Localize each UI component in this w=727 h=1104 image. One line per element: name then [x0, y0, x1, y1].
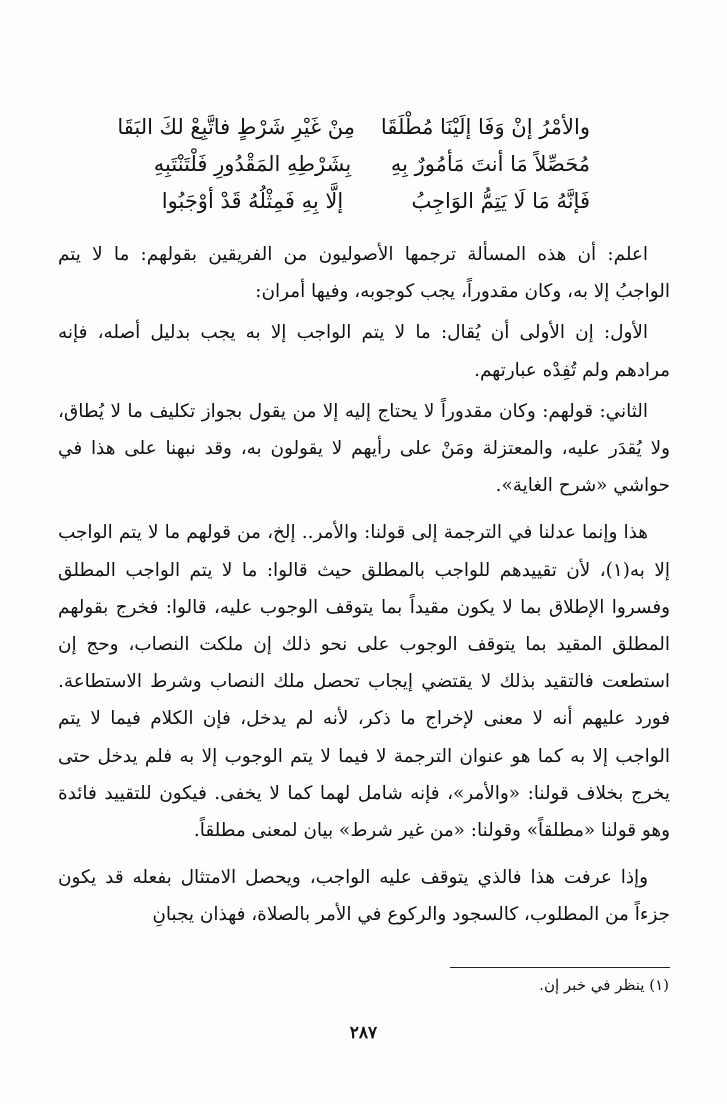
verse-line — [150, 145, 590, 182]
body-text — [58, 236, 670, 944]
paragraph-conclusion: وإذا عرفت هذا فالذي يتوقف عليه الواجب، ويحصل الامتثال بفعله قد يكون جزءاً من المطلوب، كالسجود والركوع في الأمر بالصلاة، فهذان يجبانِ — [58, 867, 670, 926]
verse-block — [117, 108, 590, 219]
paragraph-first-point: الأول: إن الأولى أن يُقال: ما لا يتم الواجب إلا به يجب بدليل أصله، فإنه مرادهم ولم تُفِدْه عبارتهم. — [58, 322, 670, 381]
verse-second-hemistich: بِشَرْطِهِ المَقْدُورِ فَلْتَنْتَبِهِ — [153, 151, 352, 176]
verse-first-hemistich: والأمْرُ إنْ وَفَا إلَيْنَا مُطْلَقَا — [380, 114, 590, 139]
verse-first-hemistich: فَإنَّهُ مَا لَا يَتِمُّ الوَاجِبُ — [411, 188, 590, 213]
verse-first-hemistich: مُحَصِّلاً مَا أنتَ مَأمُورٌ بِهِ — [390, 151, 590, 176]
verse-second-hemistich: مِنْ غَيْرِ شَرْطٍ فاتَّبِعْ لكَ البَقَا — [117, 114, 355, 139]
page-number: ٢٨٧ — [349, 1023, 378, 1043]
paragraph-second-point: الثاني: قولهم: وكان مقدوراً لا يحتاج إليه إلا من يقول بجواز تكليف ما لا يُطاق، ولا يُقدَر عليه، والمعتزلة ومَنْ على رأيهم لا يقولون به، وقد نبهنا على هذا في حواشي «شرح الغاية». — [58, 400, 670, 497]
verse-second-hemistich: إلَّا بِهِ فَمِثْلُهُ قَدْ أوْجَبُوا — [161, 188, 344, 213]
verse-line — [117, 108, 590, 145]
footnote: (١) ينظر في خبر إن. — [539, 976, 669, 994]
paragraph-intro: اعلم: أن هذه المسألة ترجمها الأصوليون من الفريقين بقولهم: ما لا يتم الواجبُ إلا به، وكان مقدوراً، يجب كوجوبه، وفيها أمران: — [58, 244, 670, 303]
paragraph-discussion: هذا وإنما عدلنا في الترجمة إلى قولنا: والأمر.. إلخ، من قولهم ما لا يتم الواجب إلا به(١)، لأن تقييدهم للواجب بالمطلق حيث قالوا: ما لا يتم الواجب المطلق وفسروا الإطلاق بما لا يكون مقيداً بما يتوقف الوجوب عليه، قالوا: فخرج بقولهم المطلق المقيد بما يتوقف الوجوب على نحو ذلك إن ملكت النصاب، وحج إن استطعت فالتقيد بذلك لا يقتضي إيجاب تحصل ملك النصاب وشرط الاستطاعة. فورد عليهم أنه لا معنى لإخراج ما ذكر، لأنه لم يدخل، فإن الكلام فيما لا يتم الواجب إلا به كما هو عنوان الترجمة لا فيما لا يتم الوجوب إلا به فلم يدخل حتى يخرج بخلاف قولنا: «والأمر»، فإنه شامل لهما كما لا يخفى. فيكون للتقييد فائدة وهو قولنا «مطلقاً» وقولنا: «من غير شرط» بيان لمعنى مطلقاً. — [58, 522, 670, 842]
footnote-divider — [450, 967, 670, 968]
verse-line — [150, 182, 590, 219]
